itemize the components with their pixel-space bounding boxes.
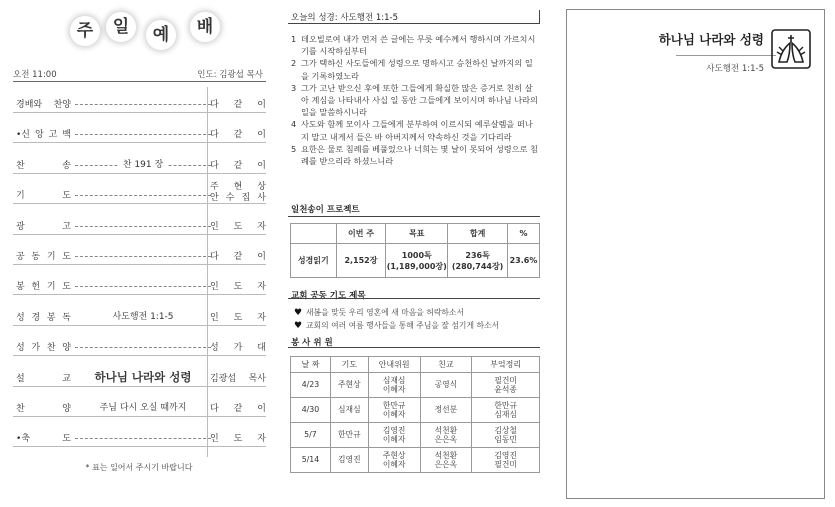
project-rule <box>288 216 540 217</box>
dotted-leader <box>75 286 211 287</box>
prayer-item: ♥ 새봄을 맞듯 우리 영혼에 새 마음을 허락하소서 <box>294 308 464 318</box>
row-divider <box>13 173 266 174</box>
service-cell: 주현상 <box>330 373 368 398</box>
service-cell: 김영진 필건미 <box>472 448 540 473</box>
row-divider <box>13 294 266 295</box>
cover-panel <box>566 9 825 499</box>
cover-rule <box>676 55 776 56</box>
order-item-name: 경배와 찬양 <box>16 100 71 110</box>
order-item-name: •축 도 <box>16 434 71 445</box>
dotted-leader <box>75 104 211 105</box>
dotted-leader <box>75 226 211 227</box>
service-cell: 한만규 심재심 <box>472 398 540 423</box>
service-cell: 김영진 이혜자 <box>368 423 420 448</box>
order-row <box>13 278 266 294</box>
title-char-2: 일 <box>106 12 136 42</box>
order-item-leader: 다 같 이 <box>210 252 266 262</box>
service-cell: 석천환 은은옥 <box>420 448 472 473</box>
service-cell: 4/23 <box>291 373 331 398</box>
order-item-leader: 김광섭 목사 <box>210 373 266 384</box>
scripture-text <box>291 33 540 167</box>
order-row <box>13 339 266 355</box>
verse: 5 요한은 물로 침례를 베풀었으나 너희는 몇 날이 못되어 성령으로 침례를 받으리라 하셨느니라 <box>291 143 538 167</box>
project-table <box>290 223 540 278</box>
row-divider <box>13 203 266 204</box>
order-item-detail: 주님 다시 오실 때까지 <box>75 400 211 413</box>
project-cell: 성경읽기 <box>291 244 337 278</box>
title-char-1: 주 <box>70 16 100 46</box>
order-item-name: 광 고 <box>16 221 71 232</box>
bulletin-middle <box>288 0 542 507</box>
project-header: 이번 주 <box>336 224 386 244</box>
order-item-name: 찬 송 <box>16 160 71 171</box>
order-item-detail: 찬 191 장 <box>75 157 211 170</box>
title-char-3: 예 <box>146 20 176 50</box>
prayer-title: 교회 공동 기도 제목 <box>291 291 366 301</box>
service-header: 날 짜 <box>291 357 331 373</box>
order-item-leader: 인 도 자 <box>210 312 266 323</box>
sermon-title: 하나님 나라와 성령 <box>658 32 764 47</box>
service-cell: 주현상 이혜자 <box>368 448 420 473</box>
service-cell: 김상철 임동민 <box>472 423 540 448</box>
verse: 3 그가 고난 받으신 후에 또한 그들에게 확실한 많은 증거로 친히 살아 계심을 나타내사 사십 일 동안 그들에게 보이시며 하나님 나라의 일을 말씀하시니라 <box>291 82 538 118</box>
project-header <box>291 224 337 244</box>
order-row <box>13 157 266 173</box>
service-cell: 4/30 <box>291 398 331 423</box>
order-item-leader: 다 같 이 <box>210 100 266 110</box>
order-row <box>13 430 266 446</box>
row-divider <box>13 264 266 265</box>
service-cell: 공영식 <box>420 373 472 398</box>
footnote: * 표는 일어서 주시기 바랍니다 <box>85 463 193 472</box>
service-header: 부엌정리 <box>472 357 540 373</box>
order-item-name: 공 동 기 도 <box>16 252 71 262</box>
scripture-rule <box>288 23 540 24</box>
order-item-leader: 성 가 대 <box>210 343 266 354</box>
order-row <box>13 400 266 416</box>
table-row <box>291 373 540 398</box>
service-title: 봉 사 위 원 <box>291 338 333 348</box>
row-divider <box>13 325 266 326</box>
service-cell: 한만규 이혜자 <box>368 398 420 423</box>
order-item-leader: 다 같 이 <box>210 404 266 414</box>
service-cell: 필건미 윤석종 <box>472 373 540 398</box>
service-preacher: 인도: 김광섭 목사 <box>197 70 263 80</box>
dotted-leader <box>75 134 211 135</box>
row-divider <box>13 355 266 356</box>
row-divider <box>13 386 266 387</box>
service-cell: 한만규 <box>330 423 368 448</box>
service-cell: 정선분 <box>420 398 472 423</box>
service-header: 친교 <box>420 357 472 373</box>
service-rows <box>291 373 540 473</box>
service-cell: 심재심 <box>330 398 368 423</box>
project-cell: 1000독 (1,189,000장) <box>386 244 448 278</box>
dotted-leader <box>75 256 211 257</box>
order-item-leader: 인 도 자 <box>210 282 266 293</box>
service-time: 오전 11:00 <box>13 70 57 80</box>
order-row <box>13 182 266 204</box>
order-of-worship <box>10 0 268 507</box>
dotted-leader <box>75 438 211 439</box>
order-item-leader: 다 같 이 <box>210 130 266 141</box>
heart-icon: ♥ <box>294 308 303 318</box>
order-row <box>13 96 266 112</box>
order-item-name: 찬 양 <box>16 404 71 414</box>
order-item-detail: 하나님 나라와 성령 <box>75 369 211 385</box>
table-row <box>291 398 540 423</box>
service-table <box>290 356 540 473</box>
order-item-name: 기 도 <box>16 191 71 202</box>
order-item-leader: 다 같 이 <box>210 160 266 171</box>
service-meta <box>13 68 263 80</box>
row-divider <box>13 416 266 417</box>
project-header: 합계 <box>448 224 508 244</box>
title-char-4: 배 <box>190 12 220 42</box>
dotted-leader <box>75 195 211 196</box>
project-cell: 23.6% <box>508 244 540 278</box>
row-divider <box>13 142 266 143</box>
order-row <box>13 218 266 234</box>
service-cell: 5/7 <box>291 423 331 448</box>
order-item-name: 봉 헌 기 도 <box>16 282 71 293</box>
project-cell: 2,152장 <box>336 244 386 278</box>
service-header: 안내위원 <box>368 357 420 373</box>
order-row <box>13 248 266 264</box>
project-header: % <box>508 224 540 244</box>
row-divider <box>13 112 266 113</box>
prayer-item: ♥ 교회의 여러 여름 행사들을 통해 주님을 잘 섬기게 하소서 <box>294 321 500 331</box>
service-cell: 김영진 <box>330 448 368 473</box>
order-item-leader: 인 도 자 <box>210 434 266 445</box>
order-item-leader: 인 도 자 <box>210 221 266 232</box>
verse: 1 데오빌로여 내가 먼저 쓴 글에는 무릇 예수께서 행하시며 가르치시기를 시작하심부터 <box>291 34 536 57</box>
scripture-corner <box>539 10 540 23</box>
order-row <box>13 309 266 325</box>
service-header: 기도 <box>330 357 368 373</box>
project-header: 목표 <box>386 224 448 244</box>
service-rule <box>288 347 540 348</box>
verse: 2 그가 택하신 사도들에게 성령으로 명하시고 승천하신 날까지의 일을 기록하였노라 <box>291 58 533 81</box>
order-item-name: 성 가 찬 양 <box>16 343 71 354</box>
row-divider <box>13 446 266 447</box>
table-row <box>291 448 540 473</box>
verse: 4 사도와 함께 모이사 그들에게 분부하여 이르시되 예루살렘을 떠나지 말고 내게서 들은 바 아버지께서 약속하신 것을 기다리라 <box>291 119 533 142</box>
heart-icon: ♥ <box>294 321 303 331</box>
row-divider <box>13 234 266 235</box>
sermon-scripture: 사도행전 1:1-5 <box>706 64 764 74</box>
prayer-rule <box>288 298 540 299</box>
project-title: 일천송이 프로젝트 <box>291 205 360 215</box>
service-cell: 5/14 <box>291 448 331 473</box>
order-item-name: 성 경 봉 독 <box>16 312 71 323</box>
table-row <box>291 423 540 448</box>
order-item-name: •신 앙 고 백 <box>16 130 71 141</box>
order-row <box>13 370 266 386</box>
order-row <box>13 126 266 142</box>
order-item-leader: 주 현 상 안 수 집 사 <box>210 182 266 204</box>
order-item-name: 설 교 <box>16 373 71 384</box>
service-cell: 석천환 은은옥 <box>420 423 472 448</box>
meta-divider <box>13 81 266 82</box>
scripture-title: 오늘의 성경: 사도행전 1:1-5 <box>291 13 399 23</box>
project-cell: 236독 (280,744장) <box>448 244 508 278</box>
praying-hands-icon <box>771 29 811 69</box>
order-item-detail: 사도행전 1:1-5 <box>75 309 211 322</box>
dotted-leader <box>75 347 211 348</box>
service-cell: 심재심 이혜자 <box>368 373 420 398</box>
